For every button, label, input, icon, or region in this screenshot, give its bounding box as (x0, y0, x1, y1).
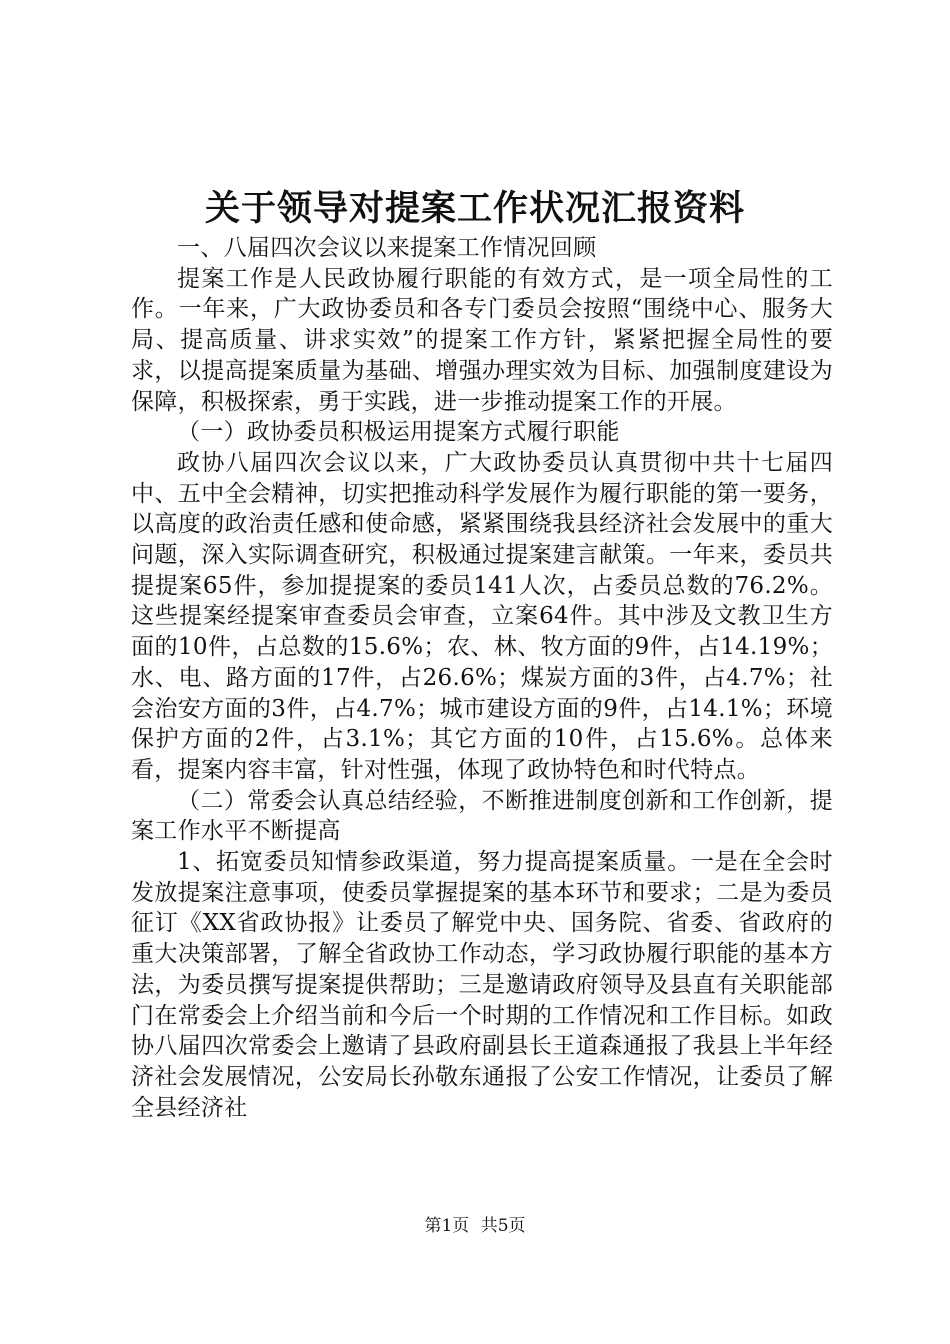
document-title: 关于领导对提案工作状况汇报资料 (204, 188, 745, 229)
section-heading: 一、八届四次会议以来提案工作情况回顾 (177, 235, 597, 261)
subsection-heading: （一）政协委员积极运用提案方式履行职能 (177, 419, 620, 446)
body-paragraph: 政协八届四次会议以来，广大政协委员认真贯彻中共十七届四中、五中全会精神，切实把推动科学发展作为履行职能的第一要务，以高度的政治责任感和使命感，紧紧围绕我县经济社会发展中的重大问题，深入实际调查研究，积极通过提案建言献策。一年来，委员共提提案65件，参加提提案的委员141人次，占委员总数的76.2%。这些提案经提案审查委员会审查，立案64件。其中涉及文教卫生方面的10件，占总数的15.6%；农、林、牧方面的9件，占14.19%；水、电、路方面的17件，占26.6%；煤炭方面的3件，占4.7%；社会治安方面的3件，占4.7%；城市建设方面的9件，占14.1%；环境保护方面的2件，占3.1%；其它方面的10件，占15.6%。总体来看，提案内容丰富，针对性强，体现了政协特色和时代特点。 (131, 449, 833, 783)
page-number: 第1页 (424, 1216, 470, 1236)
subsection-heading: （二）常委会认真总结经验，不断推进制度创新和工作创新，提案工作水平不断提高 (131, 787, 833, 845)
page-total: 共5页 (480, 1216, 526, 1236)
page-footer (0, 1214, 950, 1238)
body-paragraph: 1、拓宽委员知情参政渠道，努力提高提案质量。一是在全会时发放提案注意事项，使委员掌握提案的基本环节和要求；二是为委员征订《XX省政协报》让委员了解党中央、国务院、省委、省政府的重大决策部署，了解全省政协工作动态，学习政协履行职能的基本方法，为委员撰写提案提供帮助；三是邀请政府领导及县直有关职能部门在常委会上介绍当前和今后一个时期的工作情况和工作目标。如政协八届四次常委会上邀请了县政府副县长王道森通报了我县上半年经济社会发展情况，公安局长孙敬东通报了公安工作情况，让委员了解全县经济社 (131, 849, 833, 1121)
body-paragraph: 提案工作是人民政协履行职能的有效方式，是一项全局性的工作。一年来，广大政协委员和各专门委员会按照“围绕中心、服务大局、提高质量、讲求实效”的提案工作方针，紧紧把握全局性的要求，以提高提案质量为基础、增强办理实效为目标、加强制度建设为保障，积极探索，勇于实践，进一步推动提案工作的开展。 (131, 265, 833, 415)
document-body (131, 233, 833, 1123)
